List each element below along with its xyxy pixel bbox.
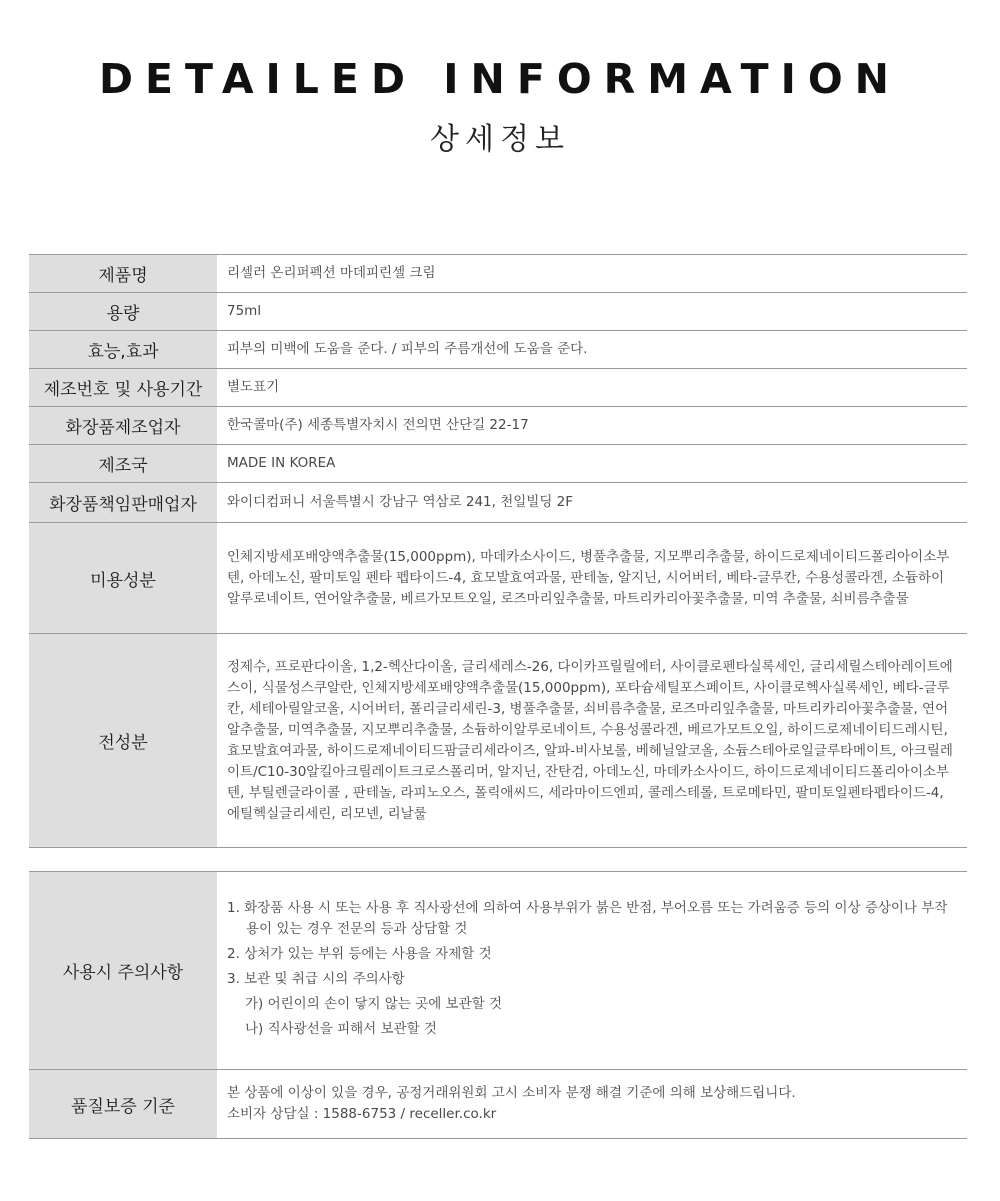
warranty-content	[217, 1070, 967, 1139]
row-value-full-ingredients: 정제수, 프로판다이올, 1,2-헥산다이올, 글리세레스-26, 다이카프릴릴에터, 사이클로펜타실록세인, 글리세릴스테아레이트에스이, 식물성스쿠알란, 인체지방세포배양액추출물(15,000ppm), 포타슘세틸포스페이트, 사이클로헥사실록세인, 베타-글루칸, 세테아릴알코올, 시어버터, 폴리글리세린-3, 병풀추출물, 쇠비름추출물, 로즈마리잎추출물, 마트리카리아꽃추출물, 연어알추출물, 미역추출물, 지모뿌리추출물, 소듐하이알루로네이트, 수용성콜라겐, 베르가모트오일, 하이드로제네이티드레시틴, 효모발효여과물, 하이드로제네이티드팜글리세라이즈, 알파-비사보롤, 베헤닐알코올, 소듐스테아로일글루타메이트, 아크릴레이트/C10-30알킬아크릴레이트크로스폴리머, 알지닌, 잔탄검, 아데노신, 마데카소사이드, 하이드로제네이티드폴리아이소부텐, 부틸렌글라이콜 , 판테놀, 라피노오스, 폴릭애씨드, 세라마이드엔피, 콜레스테롤, 트로메타민, 팔미토일펜타펩타이드-4, 에틸헥실글리세린, 리모넨, 리날룰	[217, 634, 967, 848]
row-value-volume: 75ml	[217, 293, 967, 331]
row-label-distributor: 화장품책임판매업자	[29, 483, 217, 523]
row-label-lot-expiry: 제조번호 및 사용기간	[29, 369, 217, 407]
table-row	[29, 634, 967, 848]
table-row	[29, 523, 967, 634]
table-row	[29, 872, 967, 1070]
warranty-label: 품질보증 기준	[29, 1070, 217, 1139]
notice-table	[29, 871, 967, 1139]
table-row	[29, 483, 967, 523]
row-value-efficacy: 피부의 미백에 도움을 준다. / 피부의 주름개선에 도움을 준다.	[217, 331, 967, 369]
table-row	[29, 369, 967, 407]
row-label-full-ingredients: 전성분	[29, 634, 217, 848]
product-info-table	[29, 254, 967, 848]
table-row	[29, 1070, 967, 1139]
table-row	[29, 407, 967, 445]
page-subtitle: 상세정보	[430, 122, 570, 157]
table-row	[29, 331, 967, 369]
warranty-text: 본 상품에 이상이 있을 경우, 공정거래위원회 고시 소비자 분쟁 해결 기준에 의해 보상해드립니다.	[227, 1085, 796, 1101]
consumer-center-text: 소비자 상담실 : 1588-6753 / receller.co.kr	[227, 1106, 497, 1122]
row-value-product-name: 리셀러 온리퍼펙션 마데피린셀 크림	[217, 255, 967, 293]
storage-item: 나) 직사광선을 피해서 보관할 것	[245, 1020, 437, 1037]
caution-item: 1. 화장품 사용 시 또는 사용 후 직사광선에 의하여 사용부위가 붉은 반점, 부어오름 또는 가려움증 등의 이상 증상이나 부작용이 있는 경우 전문의 등과 상담할 것	[227, 899, 948, 937]
row-value-country: MADE IN KOREA	[217, 445, 967, 483]
row-label-country: 제조국	[29, 445, 217, 483]
row-label-product-name: 제품명	[29, 255, 217, 293]
row-label-manufacturer: 화장품제조업자	[29, 407, 217, 445]
table-row	[29, 293, 967, 331]
storage-item: 가) 어린이의 손이 닿지 않는 곳에 보관할 것	[245, 995, 503, 1012]
row-value-key-ingredients: 인체지방세포배양액추출물(15,000ppm), 마데카소사이드, 병풀추출물, 지모뿌리추출물, 하이드로제네이티드폴리아이소부텐, 아데노신, 팔미토일 펜타 펩타이드-4, 효모발효여과물, 판테놀, 알지닌, 시어버터, 베타-글루칸, 수용성콜라겐, 소듐하이알루로네이트, 연어알추출물, 베르가모트오일, 로즈마리잎추출물, 마트리카리아꽃추출물, 미역 추출물, 쇠비름추출물	[217, 523, 967, 634]
row-label-key-ingredients: 미용성분	[29, 523, 217, 634]
cautions-list	[227, 898, 957, 990]
row-value-distributor: 와이디컴퍼니 서울특별시 강남구 역삼로 241, 천일빌딩 2F	[217, 483, 967, 523]
cautions-content	[217, 872, 967, 1070]
table-row	[29, 255, 967, 293]
caution-item: 3. 보관 및 취급 시의 주의사항	[227, 970, 405, 987]
row-label-efficacy: 효능,효과	[29, 331, 217, 369]
page-title: DETAILED INFORMATION	[99, 55, 901, 103]
row-value-manufacturer: 한국콜마(주) 세종특별자치시 전의면 산단길 22-17	[217, 407, 967, 445]
caution-item: 2. 상처가 있는 부위 등에는 사용을 자제할 것	[227, 945, 492, 962]
cautions-label: 사용시 주의사항	[29, 872, 217, 1070]
table-row	[29, 445, 967, 483]
row-label-volume: 용량	[29, 293, 217, 331]
row-value-lot-expiry: 별도표기	[217, 369, 967, 407]
